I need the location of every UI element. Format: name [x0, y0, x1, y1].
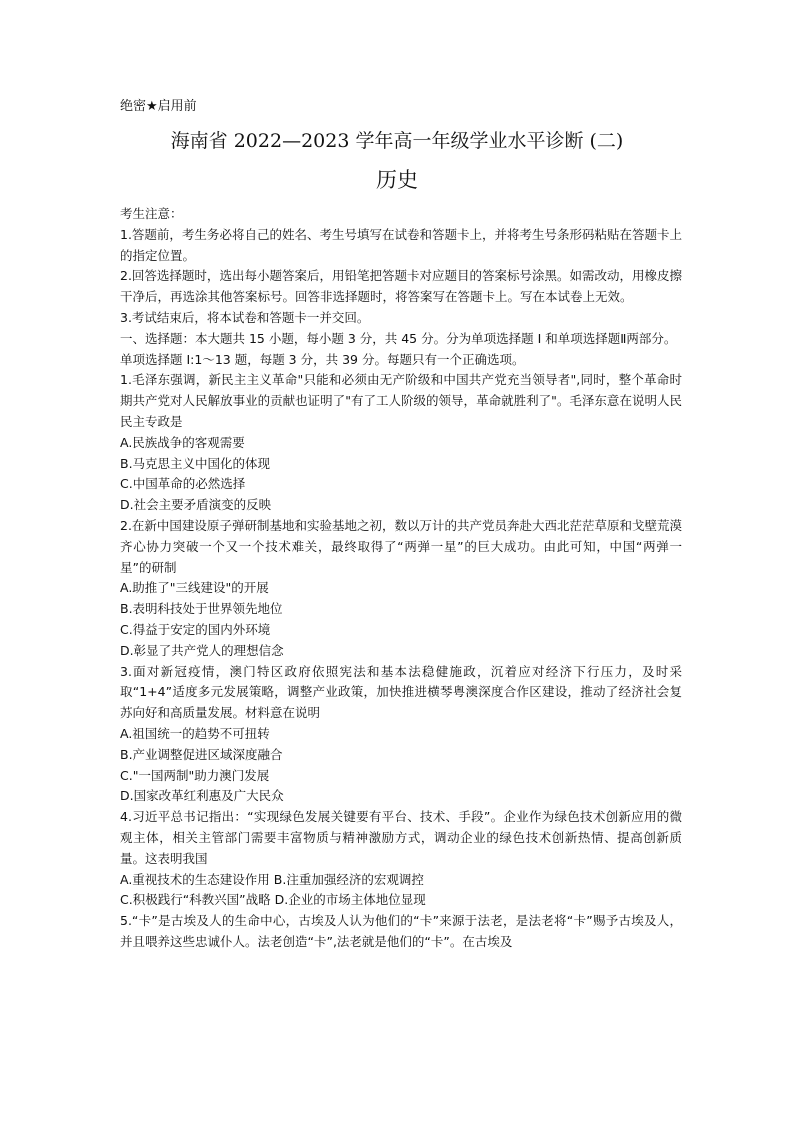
notice-item-3: 3.考试结束后，将本试卷和答题卡一并交回。 — [120, 309, 370, 325]
question-1-option-b: B.马克思主义中国化的体现 — [120, 455, 271, 471]
secret-mark: 绝密★启用前 — [120, 99, 197, 114]
section-intro: 一、选择题：本大题共 15 小题，每小题 3 分，共 45 分。分为单项选择题 I 和单项选择题Ⅱ两部分。 — [120, 330, 677, 346]
subject-title: 历史 — [376, 168, 418, 192]
question-3-option-c: C."一国两制"助力澳门发展 — [120, 767, 270, 783]
part-intro: 单项选择题 I:1～13 题，每题 3 分，共 39 分。每题只有一个正确选项。 — [120, 351, 525, 367]
exam-title: 海南省 2022—2023 学年高一年级学业水平诊断 (二) — [170, 130, 624, 152]
question-3-option-a: A.祖国统一的趋势不可扭转 — [120, 725, 270, 741]
question-1-option-c: C.中国革命的必然选择 — [120, 476, 246, 492]
question-4-options-cd: C.积极践行“科教兴国”战略 D.企业的市场主体地位显现 — [120, 892, 426, 908]
question-2-option-c: C.得益于安定的国内外环境 — [120, 621, 271, 637]
question-2-option-a: A.助推了"三线建设"的开展 — [120, 580, 269, 596]
question-4-stem: 4.习近平总书记指出：“实现绿色发展关键要有平台、技术、手段”。企业作为绿色技术创新应用的微观主体，相关主管部门需要丰富物质与精神激励方式，调动企业的绿色技术创新热情、提高创新质量。这表明我国 — [120, 809, 682, 866]
question-2-stem: 2.在新中国建设原子弹研制基地和实验基地之初，数以万计的共产党员奔赴大西北茫茫草原和戈壁荒漠齐心协力突破一个又一个技术难关，最终取得了“两弹一星”的巨大成功。由此可知，中国“两弹一星”的研制 — [120, 517, 682, 575]
question-4-options-ab: A.重视技术的生态建设作用 B.注重加强经济的宏观调控 — [120, 871, 424, 887]
question-3-stem: 3.面对新冠疫情，澳门特区政府依照宪法和基本法稳健施政，沉着应对经济下行压力，及时采取“1+4”适度多元发展策略，调整产业政策，加快推进横琴粤澳深度合作区建设，推动了经济社会复苏向好和高质量发展。材料意在说明 — [120, 663, 682, 721]
notice-item-2: 2.回答选择题时，选出每小题答案后，用铅笔把答题卡对应题目的答案标号涂黑。如需改动，用橡皮擦干净后，再选涂其他答案标号。回答非选择题时，将答案写在答题卡上。写在本试卷上无效。 — [120, 268, 682, 305]
question-2-option-b: B.表明科技处于世界领先地位 — [120, 601, 283, 617]
question-1-option-a: A.民族战争的客观需要 — [120, 434, 245, 450]
question-2-option-d: D.彰显了共产党人的理想信念 — [120, 642, 284, 658]
notice-item-1: 1.答题前，考生务必将自己的姓名、考生号填写在试卷和答题卡上，并将考生号条形码粘贴在答题卡上的指定位置。 — [120, 226, 682, 263]
question-3-option-b: B.产业调整促进区域深度融合 — [120, 746, 283, 762]
question-1-option-d: D.社会主要矛盾演变的反映 — [120, 497, 272, 513]
question-1-stem: 1.毛泽东强调，新民主主义革命"只能和必须由无产阶级和中国共产党充当领导者",同时，整个革命时期共产党对人民解放事业的贡献也证明了"有了工人阶级的领导，革命就胜利了"。毛泽东意在说明人民民主专政是 — [120, 372, 682, 429]
notice-heading: 考生注意： — [120, 206, 183, 221]
question-5-stem: 5.“卡”是古埃及人的生命中心，古埃及人认为他们的“卡”来源于法老，是法老将“卡”赐予古埃及人，并且喂养这些忠诚仆人。法老创造“卡”,法老就是他们的“卡”。在古埃及 — [120, 913, 682, 949]
exam-body — [120, 204, 682, 953]
question-3-option-d: D.国家改革红利惠及广大民众 — [120, 788, 284, 804]
